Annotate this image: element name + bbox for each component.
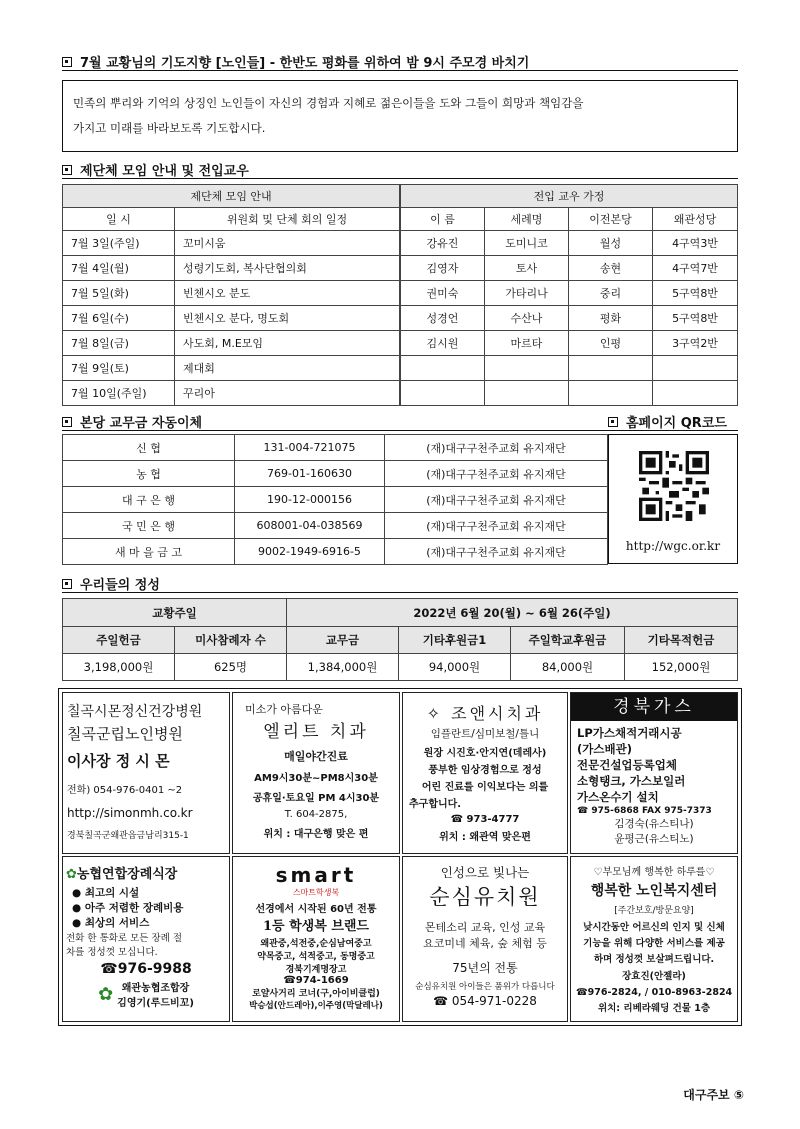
offering-col: 교무금 (287, 627, 399, 654)
family-prev: 평화 (569, 306, 653, 331)
offering-col: 기타목적헌금 (625, 627, 738, 654)
qr-box (608, 434, 738, 564)
offering-right-header: 2022년 6월 20(월) ~ 6월 26(주일) (287, 599, 738, 627)
prayer-title: 7월 교황님의 기도지향 [노인들] - 한반도 평화를 위하여 밤 9시 주모경 바치기 (80, 56, 530, 71)
ad-text: http://simonmh.co.kr (67, 806, 193, 820)
families-header: 전입 교우 가정 (401, 185, 738, 208)
bank-holder: (재)대구구천주교회 유지재단 (385, 487, 608, 513)
ad-text: ☎ 054-971-0228 (433, 994, 537, 1008)
meeting-date: 7월 10일(주일) (63, 381, 175, 406)
offering-value: 152,000원 (625, 654, 738, 681)
offering-col: 미사참례자 수 (175, 627, 287, 654)
ad-text: 위치: 리베라웨딩 건물 1층 (597, 1003, 711, 1014)
square-bullet-icon (62, 57, 72, 67)
ad-text: 농협연합장례식장 (76, 867, 178, 882)
ad-text: T. 604-2875, (284, 809, 348, 820)
family-baptism: 토사 (485, 256, 569, 281)
ad-text: 매일야간진료 (284, 750, 348, 763)
divider (62, 592, 738, 593)
ad-text: (가스배관) (577, 742, 632, 756)
bank-name: 국 민 은 행 (63, 513, 235, 539)
family-district: 5구역8반 (653, 306, 738, 331)
ad-text: 기능을 위해 다양한 서비스를 제공 (583, 938, 725, 949)
ad-text: 선경에서 시작된 60년 전통 (255, 904, 377, 915)
bank-name: 농 협 (63, 461, 235, 487)
meeting-date: 7월 5일(화) (63, 281, 175, 306)
square-bullet-icon (62, 579, 72, 589)
bank-holder: (재)대구구천주교회 유지재단 (385, 435, 608, 461)
table-row (401, 256, 738, 281)
ad-nonghyup-funeral (62, 856, 230, 1022)
qr-code-icon[interactable] (639, 451, 709, 521)
nonghyup-logo-icon: ✿ (98, 983, 114, 1005)
divider (62, 70, 738, 71)
table-row (63, 461, 608, 487)
ad-gyeongbuk-gas (570, 692, 738, 854)
ad-text: 칠곡시몬정신건강병원 (67, 704, 203, 720)
col-baptism: 세례명 (485, 208, 569, 231)
ad-text: AM9시30분~PM8시30분 (254, 773, 378, 784)
groups-title: 제단체 모임 안내 및 전입교우 (80, 164, 249, 179)
ad-text: ♡부모님께 행복한 하루를♡ (593, 867, 715, 878)
bank-name: 신 협 (63, 435, 235, 461)
ad-text: 임플란트/심미보철/틀니 (430, 728, 540, 740)
meeting-event: 제대회 (175, 356, 400, 381)
col-meeting: 위원회 및 단체 회의 일정 (175, 208, 400, 231)
family-district: 4구역7반 (653, 256, 738, 281)
ad-text: 차를 정성껏 모십니다. (66, 947, 158, 958)
table-row (63, 513, 608, 539)
qr-url[interactable]: http://wgc.or.kr (625, 539, 721, 553)
bank-name: 새 마 을 금 고 (63, 539, 235, 565)
table-row (63, 231, 400, 256)
table-row (63, 539, 608, 565)
ad-smart-uniform (232, 856, 400, 1022)
family-prev: 인평 (569, 331, 653, 356)
ad-text: 인성으로 빛나는 (440, 865, 530, 880)
bank-account: 131-004-721075 (235, 435, 385, 461)
table-row (401, 231, 738, 256)
ad-text: ● 최고의 시설 (72, 887, 140, 899)
table-row (63, 435, 608, 461)
groups-heading (62, 160, 249, 179)
table-row (63, 331, 400, 356)
ad-text: 장효진(안젤라) (622, 971, 686, 982)
table-row (401, 281, 738, 306)
ad-text: 김영기(루드비꼬) (117, 998, 194, 1009)
bank-name: 대 구 은 행 (63, 487, 235, 513)
divider (62, 430, 738, 431)
ad-text: 추구합니다. (409, 799, 462, 810)
table-row (401, 381, 738, 406)
meeting-date: 7월 9일(토) (63, 356, 175, 381)
ad-text: ☎976-9988 (100, 961, 192, 977)
meeting-event: 빈첸시오 분도 (175, 281, 400, 306)
family-baptism: 수산나 (485, 306, 569, 331)
ad-text: 원장 시진호·안지연(데레사) (423, 748, 547, 759)
family-baptism: 마르타 (485, 331, 569, 356)
ad-text: 어린 진료를 이익보다는 의를 (421, 782, 549, 793)
table-row (401, 306, 738, 331)
ad-text: ☎976-2824, / 010-8963-2824 (575, 987, 733, 998)
ad-text: 왜관농협조합장 (121, 983, 190, 994)
tooth-icon: ✧ (426, 704, 444, 723)
table-row (63, 306, 400, 331)
ad-text: 전화) 054-976-0401 ~2 (67, 785, 183, 796)
ad-text: 이사장 정 시 몬 (67, 752, 170, 770)
col-date: 일 시 (63, 208, 175, 231)
square-bullet-icon (62, 165, 72, 175)
ad-text: 김경숙(유스티나) (614, 818, 694, 830)
families-table (400, 184, 738, 406)
prayer-text-line2: 가지고 미래를 바라보도록 기도합시다. (73, 121, 266, 135)
ad-text: 경북가스 (571, 693, 737, 721)
ad-text: ☎974-1669 (283, 975, 349, 986)
ad-text: ● 아주 저렴한 장례비용 (72, 902, 184, 914)
prayer-box (62, 80, 738, 152)
ad-happy-senior-center (570, 856, 738, 1022)
square-bullet-icon (62, 417, 72, 427)
meeting-event: 꾸리아 (175, 381, 400, 406)
ad-text: 전문건설업등록업체 (577, 758, 677, 772)
bank-table (62, 434, 608, 565)
ad-text: 순심유치원 (429, 885, 541, 909)
ad-elite-dental (232, 692, 400, 854)
table-row (401, 331, 738, 356)
bank-account: 190-12-000156 (235, 487, 385, 513)
meetings-header: 제단체 모임 안내 (63, 185, 400, 208)
square-bullet-icon (608, 417, 618, 427)
offering-table (62, 598, 738, 681)
ad-joan-dental (402, 692, 568, 854)
offering-value: 94,000원 (399, 654, 511, 681)
bank-heading (62, 412, 202, 431)
family-name: 김시원 (401, 331, 485, 356)
ad-text: 로얄사거리 코너(구,아이비클럽) (252, 989, 380, 999)
ad-text: 순심유치원 아이들은 품위가 다릅니다 (415, 982, 555, 992)
family-baptism: 도미니코 (485, 231, 569, 256)
ad-sunsim-kindergarten (402, 856, 568, 1022)
offering-heading (62, 574, 160, 593)
family-district: 3구역2반 (653, 331, 738, 356)
meeting-event: 빈첸시오 분다, 명도회 (175, 306, 400, 331)
prayer-text-line1: 민족의 뿌리와 기억의 상징인 노인들이 자신의 경험과 지혜로 젊은이들을 도와 그들이 희망과 책임감을 (73, 96, 584, 110)
bank-holder: (재)대구구천주교회 유지재단 (385, 461, 608, 487)
ad-text: 요코미네 체육, 숲 체험 등 (423, 937, 547, 950)
table-row (63, 281, 400, 306)
meeting-date: 7월 8일(금) (63, 331, 175, 356)
offering-col: 기타후원금1 (399, 627, 511, 654)
ad-text: [주간보호/방문요양] (614, 906, 694, 916)
ad-text: 가스온수기 설치 (577, 790, 659, 804)
family-baptism: 가타리나 (485, 281, 569, 306)
ad-simon-hospital (62, 692, 230, 854)
col-name: 이 름 (401, 208, 485, 231)
bank-holder: (재)대구구천주교회 유지재단 (385, 513, 608, 539)
ad-text: 소형탱크, 가스보일러 (577, 774, 686, 788)
family-name: 권미숙 (401, 281, 485, 306)
ad-text: ☎ 973-4777 (450, 814, 520, 825)
offering-value: 3,198,000원 (63, 654, 175, 681)
ad-text: 위치 : 대구은행 맞은 편 (263, 829, 369, 840)
offering-value: 625명 (175, 654, 287, 681)
ad-text: 풍부한 임상경험으로 정성 (428, 765, 542, 776)
ad-text: 행복한 노인복지센터 (590, 883, 718, 899)
ad-text: ● 최상의 서비스 (72, 917, 150, 929)
family-district: 5구역8반 (653, 281, 738, 306)
ad-text: 약목중고, 석적중고, 동명중고 (257, 952, 375, 962)
ad-text: 경북칠곡군왜관읍금남리315-1 (67, 831, 189, 841)
nonghyup-logo-icon: ✿ (66, 867, 77, 882)
family-district: 4구역3반 (653, 231, 738, 256)
bank-account: 9002-1949-6916-5 (235, 539, 385, 565)
qr-title: 홈페이지 QR코드 (626, 416, 727, 431)
page-footer: 대구주보 ⑤ (683, 1088, 744, 1102)
table-row (63, 487, 608, 513)
meeting-event: 사도회, M.E모임 (175, 331, 400, 356)
ad-text: 미소가 아름다운 (245, 703, 323, 716)
ad-text: ☎ 975-6868 FAX 975-7373 (577, 806, 712, 816)
bank-account: 608001-04-038569 (235, 513, 385, 539)
table-row (401, 356, 738, 381)
col-prev: 이전본당 (569, 208, 653, 231)
meeting-date: 7월 4일(월) (63, 256, 175, 281)
meeting-event: 꼬미시움 (175, 231, 400, 256)
offering-title: 우리들의 정성 (80, 578, 160, 593)
ad-text: 75년의 전통 (452, 961, 518, 975)
table-row (63, 654, 738, 681)
ad-text: 하며 정성껏 보살펴드립니다. (593, 954, 715, 965)
offering-col: 주일헌금 (63, 627, 175, 654)
ad-text: 스마트학생복 (292, 888, 340, 897)
family-name: 김영자 (401, 256, 485, 281)
family-prev: 월성 (569, 231, 653, 256)
offering-left-header: 교황주일 (63, 599, 287, 627)
offering-value: 84,000원 (511, 654, 625, 681)
ad-text: 경북기계명장고 (285, 965, 347, 975)
bank-holder: (재)대구구천주교회 유지재단 (385, 539, 608, 565)
qr-heading (608, 412, 727, 431)
meeting-event: 성령기도회, 복사단협의회 (175, 256, 400, 281)
ad-text: 공휴일·토요일 PM 4시30분 (252, 793, 380, 804)
offering-value: 1,384,000원 (287, 654, 399, 681)
ad-text: 박승섭(안드레아),이주영(막달레나) (249, 1001, 383, 1011)
divider (62, 178, 738, 179)
table-row (63, 356, 400, 381)
ad-text: 몬테소리 교육, 인성 교육 (424, 921, 546, 934)
family-prev: 중리 (569, 281, 653, 306)
bank-account: 769-01-160630 (235, 461, 385, 487)
family-name: 강유진 (401, 231, 485, 256)
ad-text: LP가스채적거래시공 (577, 726, 682, 740)
offering-col: 주일학교후원금 (511, 627, 625, 654)
family-name: 성경언 (401, 306, 485, 331)
meetings-table (62, 184, 400, 406)
ad-text: 윤평근(유스티노) (614, 833, 694, 845)
ad-text: 1등 학생복 브랜드 (262, 919, 369, 934)
table-row (63, 256, 400, 281)
ad-text: 왜관중,석전중,순심남여중고 (260, 939, 372, 949)
ad-text: 조앤시치과 (451, 704, 544, 723)
ad-logo-text: smart (275, 863, 357, 887)
meeting-date: 7월 6일(수) (63, 306, 175, 331)
ad-text: 낮시간동안 어르신의 인지 및 신체 (583, 922, 725, 933)
table-row (63, 381, 400, 406)
ad-text: 전화 한 통화로 모든 장례 절 (66, 933, 183, 944)
col-district: 왜관성당 (653, 208, 738, 231)
bank-title: 본당 교무금 자동이체 (80, 416, 203, 431)
ad-text: 엘리트 치과 (263, 722, 369, 742)
meeting-date: 7월 3일(주일) (63, 231, 175, 256)
prayer-heading (62, 52, 529, 71)
family-prev: 송현 (569, 256, 653, 281)
ad-text: 칠곡군립노인병원 (67, 725, 183, 743)
ad-text: 위치 : 왜관역 맞은편 (439, 832, 531, 843)
